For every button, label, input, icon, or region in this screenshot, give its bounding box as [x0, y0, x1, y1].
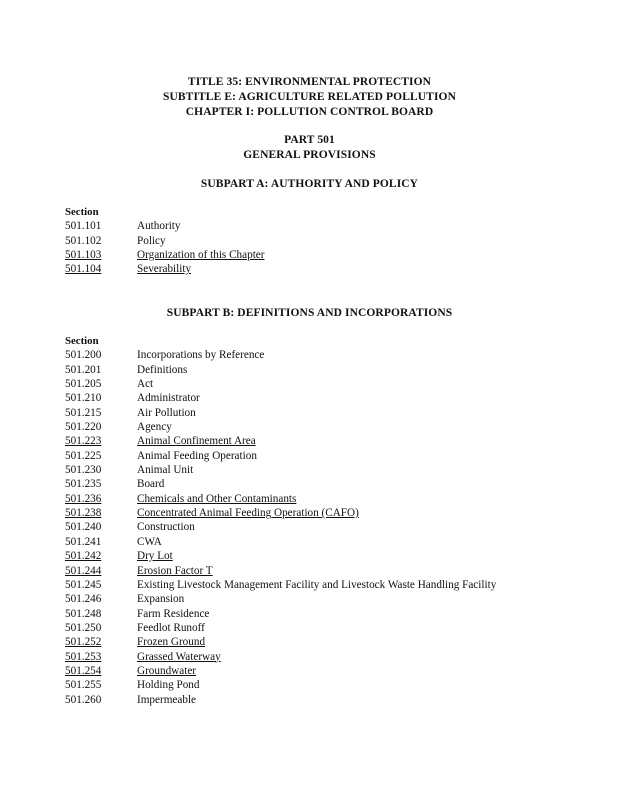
section-number: 501.201	[65, 363, 102, 376]
section-row	[65, 520, 545, 534]
section-row	[65, 234, 545, 248]
section-row[interactable]	[65, 564, 545, 578]
section-number[interactable]: 501.252	[65, 636, 102, 649]
section-row[interactable]	[65, 664, 545, 678]
title-heading: TITLE 35: ENVIRONMENTAL PROTECTION	[187, 76, 432, 88]
section-title: Feedlot Runoff	[137, 621, 205, 634]
section-title: Holding Pond	[137, 679, 200, 692]
section-row	[65, 363, 545, 377]
section-number[interactable]: 501.103	[65, 249, 102, 262]
section-number: 501.245	[65, 578, 102, 591]
part-name-heading: GENERAL PROVISIONS	[243, 149, 376, 161]
subpart-b-header	[0, 306, 619, 321]
subpart-b-heading: SUBPART B: DEFINITIONS AND INCORPORATIONS	[166, 307, 453, 319]
section-row	[65, 678, 545, 692]
section-label-row	[65, 334, 545, 348]
section-row[interactable]	[65, 262, 545, 276]
document-header	[0, 75, 619, 120]
section-number: 501.246	[65, 593, 102, 606]
section-title: Authority	[137, 220, 181, 233]
section-number[interactable]: 501.238	[65, 507, 102, 520]
subtitle-heading: SUBTITLE E: AGRICULTURE RELATED POLLUTION	[163, 91, 456, 103]
section-title: Animal Unit	[137, 464, 194, 477]
subpart-a-header	[0, 177, 619, 192]
section-number: 501.220	[65, 421, 102, 434]
subpart-a-heading: SUBPART A: AUTHORITY AND POLICY	[200, 178, 419, 190]
section-number: 501.248	[65, 607, 102, 620]
section-number[interactable]: 501.223	[65, 435, 102, 448]
section-title-link[interactable]: Dry Lot	[137, 550, 173, 563]
section-column-label: Section	[65, 206, 99, 218]
section-title: Farm Residence	[137, 607, 210, 620]
section-column-label: Section	[65, 335, 99, 347]
section-title: Definitions	[137, 363, 188, 376]
section-number[interactable]: 501.244	[65, 564, 102, 577]
section-row[interactable]	[65, 248, 545, 262]
section-number: 501.102	[65, 234, 102, 247]
section-title: Animal Feeding Operation	[137, 449, 257, 462]
section-number: 501.250	[65, 621, 102, 634]
section-number: 501.210	[65, 392, 102, 405]
section-row	[65, 621, 545, 635]
section-title: Construction	[137, 521, 195, 534]
section-title: Policy	[137, 234, 166, 247]
section-label-row	[65, 205, 545, 219]
section-row	[65, 219, 545, 233]
section-title: CWA	[137, 535, 162, 548]
section-number: 501.225	[65, 449, 102, 462]
section-title-link[interactable]: Frozen Ground	[137, 636, 206, 649]
section-title-link[interactable]: Animal Confinement Area	[137, 435, 256, 448]
section-row	[65, 535, 545, 549]
section-title-link[interactable]: Erosion Factor T	[137, 564, 213, 577]
section-row[interactable]	[65, 492, 545, 506]
section-number[interactable]: 501.253	[65, 650, 102, 663]
section-number[interactable]: 501.104	[65, 263, 102, 276]
section-row	[65, 377, 545, 391]
section-title-link[interactable]: Groundwater	[137, 664, 197, 677]
section-row	[65, 607, 545, 621]
section-title-link[interactable]: Chemicals and Other Contaminants	[137, 492, 297, 505]
section-title-link[interactable]: Severability	[137, 263, 192, 276]
section-title: Air Pollution	[137, 406, 196, 419]
section-number: 501.205	[65, 378, 102, 391]
section-row	[65, 592, 545, 606]
section-number: 501.230	[65, 464, 102, 477]
section-number: 501.260	[65, 693, 102, 706]
section-row[interactable]	[65, 506, 545, 520]
section-number[interactable]: 501.254	[65, 664, 102, 677]
section-row[interactable]	[65, 549, 545, 563]
section-row	[65, 578, 545, 592]
section-title: Existing Livestock Management Facility and Livestock Waste Handling Facility	[137, 578, 497, 591]
part-header	[0, 133, 619, 163]
section-number: 501.101	[65, 220, 102, 233]
section-title: Administrator	[137, 392, 200, 405]
section-row	[65, 406, 545, 420]
section-number: 501.255	[65, 679, 102, 692]
subpart-b-section-list	[65, 334, 545, 707]
section-row	[65, 348, 545, 362]
chapter-heading: CHAPTER I: POLLUTION CONTROL BOARD	[185, 106, 434, 118]
section-number: 501.235	[65, 478, 102, 491]
section-number[interactable]: 501.236	[65, 492, 102, 505]
section-title: Agency	[137, 421, 172, 434]
section-number: 501.200	[65, 349, 102, 362]
section-title-link[interactable]: Grassed Waterway	[137, 650, 221, 663]
section-title: Board	[137, 478, 165, 491]
section-title-link[interactable]: Concentrated Animal Feeding Operation (CAFO)	[137, 507, 359, 520]
section-title: Incorporations by Reference	[137, 349, 265, 362]
section-row	[65, 391, 545, 405]
section-row	[65, 420, 545, 434]
section-title: Expansion	[137, 593, 185, 606]
section-row[interactable]	[65, 434, 545, 448]
section-number: 501.241	[65, 535, 102, 548]
section-title-link[interactable]: Organization of this Chapter	[137, 249, 265, 262]
section-number: 501.215	[65, 406, 102, 419]
section-title: Impermeable	[137, 693, 197, 706]
section-row	[65, 477, 545, 491]
section-row	[65, 449, 545, 463]
section-row	[65, 693, 545, 707]
section-row[interactable]	[65, 635, 545, 649]
section-title: Act	[137, 378, 154, 391]
section-number[interactable]: 501.242	[65, 550, 102, 563]
section-row	[65, 463, 545, 477]
subpart-a-section-list	[65, 205, 545, 277]
section-number: 501.240	[65, 521, 102, 534]
part-heading: PART 501	[284, 134, 335, 146]
section-row[interactable]	[65, 650, 545, 664]
